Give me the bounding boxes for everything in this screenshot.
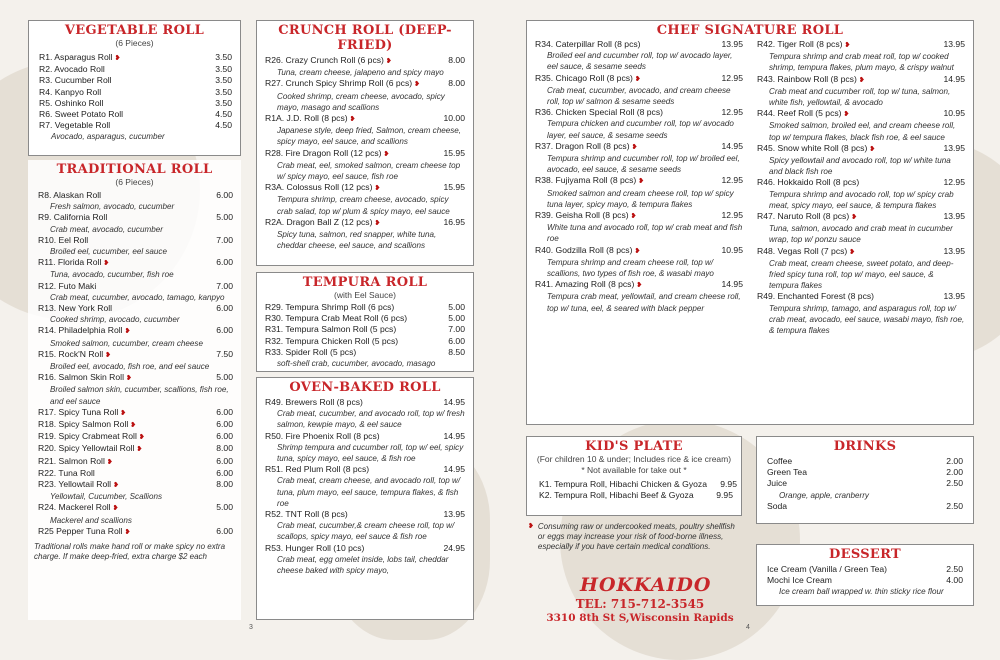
health-warning: ❥ Consuming raw or undercooked meats, poultry shellfish or eggs may increase your risk of food-borne illness, especially if you have certain medical conditions. xyxy=(528,522,735,551)
menu-item xyxy=(757,74,965,86)
menu-item xyxy=(38,190,233,201)
menu-item xyxy=(39,98,232,109)
item-name: R12. Futo Maki xyxy=(38,280,97,291)
item-name: R13. New York Roll xyxy=(38,303,113,314)
item-price: 15.95 xyxy=(443,147,465,158)
menu-item xyxy=(38,257,233,269)
item-name: R44. Reef Roll (5 pcs) ❥ xyxy=(757,108,850,119)
item-price: 3.50 xyxy=(215,64,232,75)
item-description: Cooked shrimp, avocado, cucumber xyxy=(50,315,180,325)
item-price: 10.00 xyxy=(443,113,465,124)
spicy-icon: ❥ xyxy=(105,351,112,359)
item-name: R30. Tempura Crab Meat Roll (6 pcs) xyxy=(265,313,408,324)
item-name: R2A. Dragon Ball Z (12 pcs) ❥ xyxy=(265,216,381,227)
section-title: DRINKS xyxy=(833,439,897,454)
item-price: 8.00 xyxy=(216,479,233,490)
item-description: Tempura crab meat, yellowtail, and cream cheese roll, top w/ tuna, eel, & seared with black pepper xyxy=(547,292,741,313)
section-title: OVEN-BAKED ROLL xyxy=(289,380,441,395)
menu-item xyxy=(757,246,965,258)
menu-item xyxy=(38,456,233,468)
tempura-roll-section xyxy=(256,272,474,372)
menu-item xyxy=(265,182,465,194)
item-description: Tempura shrimp, tamago, and asparagus roll, top w/ crab meat, avocado, eel sauce, wasabi mayo, fish roe, & tempura flakes xyxy=(769,303,965,336)
item-price: 6.00 xyxy=(216,467,233,478)
spicy-icon: ❥ xyxy=(383,150,390,158)
menu-item xyxy=(767,501,963,512)
menu-item xyxy=(38,212,233,223)
item-price: 13.95 xyxy=(943,39,965,49)
item-name: R34. Caterpillar Roll (8 pcs) xyxy=(535,39,641,49)
menu-item xyxy=(265,336,465,347)
menu-item xyxy=(265,148,465,160)
section-title: TRADITIONAL ROLL xyxy=(56,162,213,177)
menu-item xyxy=(265,78,465,90)
spicy-icon: ❥ xyxy=(130,422,137,430)
item-description: White tuna and avocado roll, top w/ crab meat and fish roe xyxy=(547,223,743,244)
item-name: R47. Naruto Roll (8 pcs) ❥ xyxy=(757,211,858,222)
item-price: 2.00 xyxy=(946,467,963,478)
section-subtitle: (with Eel Sauce) xyxy=(334,290,396,300)
item-description: Crab meat, cucumber, avocado, tamago, kanpyo xyxy=(50,292,225,302)
item-name: R22. Tuna Roll xyxy=(38,467,95,478)
section-subtitle: (6 Pieces) xyxy=(115,177,154,187)
menu-item xyxy=(38,502,233,514)
item-description: Broiled eel and cucumber roll, top w/ avocado layer, eel sauce, & sesame seeds xyxy=(547,51,733,72)
item-description: Avocado, asparagus, cucumber xyxy=(51,132,165,142)
item-description: Crab meat and cucumber roll, top w/ tuna, salmon, white fish, yellowtail, & avocado xyxy=(769,86,951,108)
item-name: R18. Spicy Salmon Roll ❥ xyxy=(38,419,137,430)
item-description: Tuna, salmon, avocado and crab meat in cucumber wrap, top w/ ponzu sauce xyxy=(769,224,953,245)
menu-item xyxy=(535,175,743,187)
menu-item xyxy=(265,397,465,408)
menu-item xyxy=(767,467,963,478)
item-price: 10.95 xyxy=(721,244,743,255)
item-price: 5.00 xyxy=(216,212,233,223)
item-price: 14.95 xyxy=(443,430,465,441)
restaurant-logo: HOKKAIDO xyxy=(580,574,712,596)
menu-item xyxy=(38,372,233,384)
menu-item xyxy=(265,55,465,67)
spicy-icon: ❥ xyxy=(124,328,131,336)
item-description: Tempura shrimp and crab meat roll, top w/ cooked shrimp, tempura flakes, plum mayo, & crispy walnut xyxy=(769,52,954,73)
item-price: 14.95 xyxy=(443,397,465,407)
item-price: 7.50 xyxy=(216,348,233,359)
menu-item xyxy=(767,564,963,575)
item-name: R14. Philadelphia Roll ❥ xyxy=(38,325,131,336)
item-price: 15.95 xyxy=(443,182,465,193)
menu-item xyxy=(265,113,465,125)
item-name: R43. Rainbow Roll (8 pcs) ❥ xyxy=(757,73,865,84)
item-price: 12.95 xyxy=(721,72,743,83)
menu-item xyxy=(39,64,232,75)
item-name: R1A. J.D. Roll (8 pcs) ❥ xyxy=(265,113,356,124)
spicy-icon: ❥ xyxy=(112,505,119,513)
item-price: 2.50 xyxy=(946,478,963,489)
item-price: 5.00 xyxy=(216,372,233,383)
item-price: 7.00 xyxy=(448,324,465,335)
item-description: Tuna, avocado, cucumber, fish roe xyxy=(50,270,174,280)
item-price: 6.00 xyxy=(216,419,233,430)
item-price: 14.95 xyxy=(721,140,743,151)
item-name: K1. Tempura Roll, Hibachi Chicken & Gyoza xyxy=(539,479,707,489)
item-price: 16.95 xyxy=(443,216,465,227)
item-name: R5. Oshinko Roll xyxy=(39,97,104,108)
section-subtitle: (6 Pieces) xyxy=(115,38,154,48)
item-name: R8. Alaskan Roll xyxy=(38,190,102,200)
menu-item xyxy=(535,279,743,291)
item-name: R28. Fire Dragon Roll (12 pcs) ❥ xyxy=(265,147,390,158)
spicy-icon: ❥ xyxy=(869,145,876,153)
item-name: R31. Tempura Salmon Roll (5 pcs) xyxy=(265,324,397,335)
item-name: K2. Tempura Roll, Hibachi Beef & Gyoza xyxy=(539,490,694,501)
item-price: 12.95 xyxy=(721,107,743,118)
menu-item xyxy=(757,143,965,155)
item-name: R27. Crunch Spicy Shrimp Roll (6 pcs) ❥ xyxy=(265,78,420,89)
menu-item xyxy=(38,281,233,292)
menu-item xyxy=(535,39,743,50)
menu-item xyxy=(265,302,465,313)
spicy-icon: ❥ xyxy=(634,247,641,255)
item-price: 14.95 xyxy=(721,279,743,290)
menu-item xyxy=(38,431,233,443)
item-price: 6.00 xyxy=(216,406,233,417)
item-description: Crab meat, cucumber,& cream cheese roll, top w/ scallops, spicy mayo, eel sauce & fish roe xyxy=(277,521,455,542)
item-description: Tempura shrimp and cucumber roll, top w/ broiled eel, avocado, eel sauce, & sesame seeds xyxy=(547,154,740,175)
item-name: R2. Avocado Roll xyxy=(39,64,105,75)
menu-item xyxy=(757,291,965,302)
item-name: R25 Pepper Tuna Roll ❥ xyxy=(38,525,131,536)
item-description: Tuna, cream cheese, jalapeno and spicy mayo xyxy=(277,68,444,78)
item-name: R40. Godzilla Roll (8 pcs) ❥ xyxy=(535,244,641,255)
item-name: R45. Snow white Roll (8 pcs) ❥ xyxy=(757,142,876,153)
traditional-note: Traditional rolls make hand roll or make spicy no extra charge. If make deep-fried, extra charge $2 each xyxy=(34,542,226,562)
menu-item xyxy=(38,303,233,314)
menu-item xyxy=(39,120,232,131)
item-price: 2.50 xyxy=(946,564,963,574)
item-description: Crab meat, cream cheese, and avocado roll, top w/ tuna, plum mayo, eel sauce, tempura flakes, & fish roe xyxy=(277,476,461,508)
chef-signature-section xyxy=(526,20,974,425)
menu-item xyxy=(265,431,465,442)
item-name: R50. Fire Phoenix Roll (8 pcs) xyxy=(265,430,380,441)
item-description: Crab meat, avocado, cucumber xyxy=(50,224,163,234)
menu-item xyxy=(38,419,233,431)
item-price: 3.50 xyxy=(215,86,232,97)
item-name: R52. TNT Roll (8 pcs) xyxy=(265,509,348,520)
spicy-icon: ❥ xyxy=(843,111,850,119)
spicy-icon: ❥ xyxy=(631,143,638,151)
item-description: Crab meat, cream cheese, sweet potato, and deep-fried spicy tuna roll, top w/ mayo, eel sauce, & tempura flakes xyxy=(769,258,954,291)
section-title: DESSERT xyxy=(829,547,901,562)
spicy-icon: ❥ xyxy=(374,219,381,227)
spicy-icon: ❥ xyxy=(634,75,641,83)
item-price: 3.50 xyxy=(215,75,232,86)
menu-item xyxy=(539,490,733,501)
menu-item xyxy=(535,210,743,222)
item-price: 13.95 xyxy=(943,245,965,256)
spicy-icon: ❥ xyxy=(858,76,865,84)
menu-item xyxy=(535,141,743,153)
item-name: R48. Vegas Roll (7 pcs) ❥ xyxy=(757,245,856,256)
kids-subtitle: (For children 10 & under; Includes rice & ice cream) xyxy=(536,454,732,464)
menu-item xyxy=(265,324,465,335)
item-price: 5.00 xyxy=(216,502,233,513)
item-name: R53. Hunger Roll (10 pcs) xyxy=(265,542,365,553)
menu-item xyxy=(38,235,233,246)
spicy-icon: ❥ xyxy=(124,528,131,536)
item-name: R29. Tempura Shrimp Roll (6 pcs) xyxy=(265,302,395,312)
spicy-icon: ❥ xyxy=(414,81,420,89)
item-price: 10.95 xyxy=(943,108,965,119)
page-number-left: 3 xyxy=(249,624,253,631)
item-price: 4.00 xyxy=(946,575,963,586)
item-price: 6.00 xyxy=(216,525,233,536)
item-description: Broiled eel, cucumber, eel sauce xyxy=(50,247,167,257)
item-name: R23. Yellowtail Roll ❥ xyxy=(38,479,119,490)
spicy-icon: ❥ xyxy=(103,260,110,268)
item-price: 6.00 xyxy=(216,431,233,442)
section-title: VEGETABLE ROLL xyxy=(64,23,205,38)
item-price: 8.00 xyxy=(448,55,465,65)
item-name: Juice xyxy=(767,478,788,489)
item-name: R19. Spicy Crabmeat Roll ❥ xyxy=(38,431,145,442)
menu-item xyxy=(265,509,465,520)
item-name: Mochi Ice Cream xyxy=(767,575,832,586)
item-name: R21. Salmon Roll ❥ xyxy=(38,455,113,466)
item-name: R41. Amazing Roll (8 pcs) ❥ xyxy=(535,279,643,290)
item-price: 12.95 xyxy=(943,177,965,188)
spicy-icon: ❥ xyxy=(844,42,851,49)
section-title: TEMPURA ROLL xyxy=(302,275,428,290)
item-name: R6. Sweet Potato Roll xyxy=(39,109,124,120)
item-description: Orange, apple, cranberry xyxy=(779,490,869,500)
item-price: 9.95 xyxy=(716,490,733,501)
menu-item xyxy=(38,407,233,419)
item-description: Japanese style, deep fried, Salmon, cream cheese, spicy mayo, eel sauce, and scallions xyxy=(277,126,462,147)
item-description: Smoked salmon and cream cheese roll, top w/ spicy tuna layer, spicy mayo, & tempura flakes xyxy=(547,188,734,209)
item-description: Crab meat, egg omelet inside, lobs tail, cheddar cheese baked with spicy mayo, xyxy=(277,554,449,576)
menu-item xyxy=(539,479,737,490)
item-price: 13.95 xyxy=(443,509,465,520)
item-name: R39. Geisha Roll (8 pcs) ❥ xyxy=(535,210,637,221)
item-price: 14.95 xyxy=(443,464,465,475)
page-number-right: 4 xyxy=(746,624,750,631)
spicy-icon: ❥ xyxy=(136,446,143,454)
vegetable-roll-section xyxy=(28,20,241,156)
item-price: 14.95 xyxy=(943,73,965,84)
item-name: R16. Salmon Skin Roll ❥ xyxy=(38,372,132,383)
item-price: 12.95 xyxy=(721,210,743,221)
crunch-roll-section xyxy=(256,20,474,266)
item-name: R38. Fujiyama Roll (8 pcs) ❥ xyxy=(535,175,645,186)
item-name: R49. Brewers Roll (8 pcs) xyxy=(265,397,363,407)
item-description: Mackerel and scallions xyxy=(50,515,132,525)
menu-item xyxy=(757,177,965,188)
item-name: R10. Eel Roll xyxy=(38,234,89,245)
menu-item xyxy=(767,478,963,489)
item-description: Spicy tuna, salmon, red snapper, white tuna, cheddar cheese, eel sauce, and scallions xyxy=(277,230,437,251)
item-price: 6.00 xyxy=(448,335,465,346)
item-price: 4.50 xyxy=(215,109,232,120)
item-price: 8.50 xyxy=(448,346,465,357)
item-description: Crab meat, cucumber, avocado, and cream cheese roll, top w/ salmon & sesame seeds xyxy=(547,85,731,107)
menu-item xyxy=(757,39,965,51)
spicy-icon: ❥ xyxy=(385,58,392,65)
spicy-icon: ❥ xyxy=(138,434,145,442)
spicy-icon: ❥ xyxy=(113,482,119,490)
item-description: Crab meat, eel, smoked salmon, cream cheese top w/ spicy mayo, eel sauce, fish roe xyxy=(277,160,461,182)
item-price: 13.95 xyxy=(721,39,743,49)
item-price: 8.00 xyxy=(448,78,465,89)
section-title: KID'S PLATE xyxy=(585,439,683,454)
item-name: R7. Vegetable Roll xyxy=(39,120,111,131)
kids-note: * Not available for take out * xyxy=(581,465,687,475)
item-description: Tempura chicken and cucumber roll, top w/ avocado layer, eel sauce, & sesame seeds xyxy=(547,119,734,140)
item-price: 6.00 xyxy=(216,257,233,268)
spicy-icon: ❥ xyxy=(374,185,381,193)
item-description: Spicy yellowtail and avocado roll, top w/ white tuna and black fish roe xyxy=(769,156,951,177)
item-name: R1. Asparagus Roll ❥ xyxy=(39,52,121,62)
item-description: Tempura shrimp, cream cheese, avocado, spicy crab salad, top w/ plum & spicy mayo, eel sauce xyxy=(277,195,450,216)
item-name: R26. Crazy Crunch Roll (6 pcs) ❥ xyxy=(265,55,392,65)
item-description: Smoked salmon, cucumber, cream cheese xyxy=(50,338,203,348)
item-description: Smoked salmon, broiled eel, and cream cheese roll, top w/ tempura flakes, black fish roe, & eel sauce xyxy=(769,121,956,142)
item-price: 6.00 xyxy=(216,303,233,314)
spicy-icon: ❥ xyxy=(851,214,858,222)
item-name: R33. Spider Roll (5 pcs) xyxy=(265,346,357,357)
item-name: R20. Spicy Yellowtail Roll ❥ xyxy=(38,443,143,454)
item-description: Shrimp tempura and cucumber roll, top w/ eel, spicy tuna, spicy mayo, eel sauce, & fish roe xyxy=(277,442,464,464)
item-price: 2.00 xyxy=(946,456,963,466)
item-price: 6.00 xyxy=(216,455,233,466)
item-price: 7.00 xyxy=(216,234,233,245)
item-name: R49. Enchanted Forest (8 pcs) xyxy=(757,291,875,302)
item-name: R42. Tiger Roll (8 pcs) ❥ xyxy=(757,39,851,49)
spicy-icon: ❥ xyxy=(349,116,356,124)
menu-item xyxy=(38,468,233,479)
dessert-section xyxy=(756,544,974,606)
item-name: Coffee xyxy=(767,456,793,466)
item-name: R15. Rock'N Roll ❥ xyxy=(38,348,112,359)
item-name: Soda xyxy=(767,500,788,511)
menu-item xyxy=(535,245,743,257)
menu-item xyxy=(265,313,465,324)
item-price: 3.50 xyxy=(215,52,232,62)
menu-item xyxy=(757,211,965,223)
item-name: R24. Mackerel Roll ❥ xyxy=(38,502,119,513)
section-title: CHEF SIGNATURE ROLL xyxy=(656,23,844,38)
item-description: Broiled eel, avocado, fish roe, and eel sauce xyxy=(50,362,210,372)
item-description: Ice cream ball wrapped w. thin sticky rice flour xyxy=(779,587,944,597)
item-name: R35. Chicago Roll (8 pcs) ❥ xyxy=(535,72,641,83)
item-price: 6.00 xyxy=(216,325,233,336)
menu-item xyxy=(38,443,233,455)
item-description: Cooked shrimp, cream cheese, avocado, spicy mayo, masago and scallions xyxy=(277,91,445,112)
address: 3310 8th St S,Wisconsin Rapids xyxy=(546,612,734,624)
item-name: R37. Dragon Roll (8 pcs) ❥ xyxy=(535,140,638,151)
menu-item xyxy=(757,108,965,120)
spicy-icon: ❥ xyxy=(636,282,643,290)
spicy-icon: ❥ xyxy=(120,409,127,417)
traditional-roll-section xyxy=(28,160,241,620)
spicy-icon: ❥ xyxy=(630,213,637,221)
item-name: Ice Cream (Vanilla / Green Tea) xyxy=(767,564,888,574)
spicy-icon: ❥ xyxy=(125,375,132,383)
spicy-icon: ❥ xyxy=(106,458,113,466)
menu-item xyxy=(767,456,963,467)
item-price: 3.50 xyxy=(215,97,232,108)
item-price: 13.95 xyxy=(943,291,965,302)
item-price: 5.00 xyxy=(448,313,465,324)
item-name: R11. Florida Roll ❥ xyxy=(38,257,110,268)
menu-item xyxy=(38,479,233,491)
spicy-icon: ❥ xyxy=(849,248,856,256)
item-name: R3. Cucumber Roll xyxy=(39,75,112,86)
item-price: 9.95 xyxy=(720,479,737,489)
item-name: R17. Spicy Tuna Roll ❥ xyxy=(38,406,127,417)
item-name: R51. Red Plum Roll (8 pcs) xyxy=(265,464,370,475)
item-price: 2.50 xyxy=(946,500,963,511)
phone-number: TEL: 715-712-3545 xyxy=(575,597,705,611)
item-name: Green Tea xyxy=(767,467,807,478)
oven-baked-roll-section xyxy=(256,377,474,620)
item-price: 13.95 xyxy=(943,211,965,222)
item-name: R9. California Roll xyxy=(38,212,108,223)
menu-item xyxy=(535,73,743,85)
item-price: 24.95 xyxy=(443,542,465,553)
item-name: R46. Hokkaido Roll (8 pcs) xyxy=(757,177,860,188)
item-price: 6.00 xyxy=(216,190,233,200)
menu-item xyxy=(38,526,233,538)
menu-item xyxy=(39,109,232,120)
menu-item xyxy=(39,52,232,64)
spicy-icon: ❥ xyxy=(528,523,534,530)
drinks-section xyxy=(756,436,974,524)
menu-item xyxy=(265,217,465,229)
menu-item xyxy=(265,543,465,554)
menu-item xyxy=(767,575,963,586)
item-name: R3A. Colossus Roll (12 pcs) ❥ xyxy=(265,182,381,193)
item-name: R32. Tempura Chicken Roll (5 pcs) xyxy=(265,335,399,346)
kids-plate-section xyxy=(526,436,742,516)
item-description: Tempura shrimp and avocado roll, top w/ spicy crab meat, spicy mayo, eel sauce, & tempura flakes xyxy=(769,189,954,210)
menu-item xyxy=(39,75,232,86)
item-name: R36. Chicken Special Roll (8 pcs) xyxy=(535,107,664,118)
item-price: 7.00 xyxy=(216,280,233,291)
item-description: Tempura shrimp and cream cheese roll, top w/ scallions, two types of fish roe, & wasabi mayo xyxy=(547,257,714,279)
item-price: 12.95 xyxy=(721,175,743,186)
item-description: soft-shell crab, cucumber, avocado, masago xyxy=(277,359,436,369)
section-title: CRUNCH ROLL (DEEP-FRIED) xyxy=(278,23,452,53)
menu-item xyxy=(265,464,465,475)
item-price: 5.00 xyxy=(448,302,465,312)
menu-item xyxy=(535,107,743,118)
menu-item xyxy=(38,349,233,361)
menu-item xyxy=(38,325,233,337)
item-price: 13.95 xyxy=(943,142,965,153)
menu-item xyxy=(265,347,465,358)
item-name: R4. Kanpyo Roll xyxy=(39,86,102,97)
item-description: Yellowtail, Cucumber, Scallions xyxy=(50,492,163,502)
item-price: 4.50 xyxy=(215,120,232,131)
spicy-icon: ❥ xyxy=(638,178,645,186)
item-price: 8.00 xyxy=(216,443,233,454)
spicy-icon: ❥ xyxy=(114,55,121,62)
menu-item xyxy=(39,87,232,98)
item-description: Crab meat, cucumber, and avocado roll, top w/ fresh salmon, kewpie mayo, & eel sauce xyxy=(277,409,465,430)
item-description: Broiled salmon skin, cucumber, scallions, fish roe, and eel sauce xyxy=(50,385,229,406)
item-description: Fresh salmon, avocado, cucumber xyxy=(50,202,175,212)
